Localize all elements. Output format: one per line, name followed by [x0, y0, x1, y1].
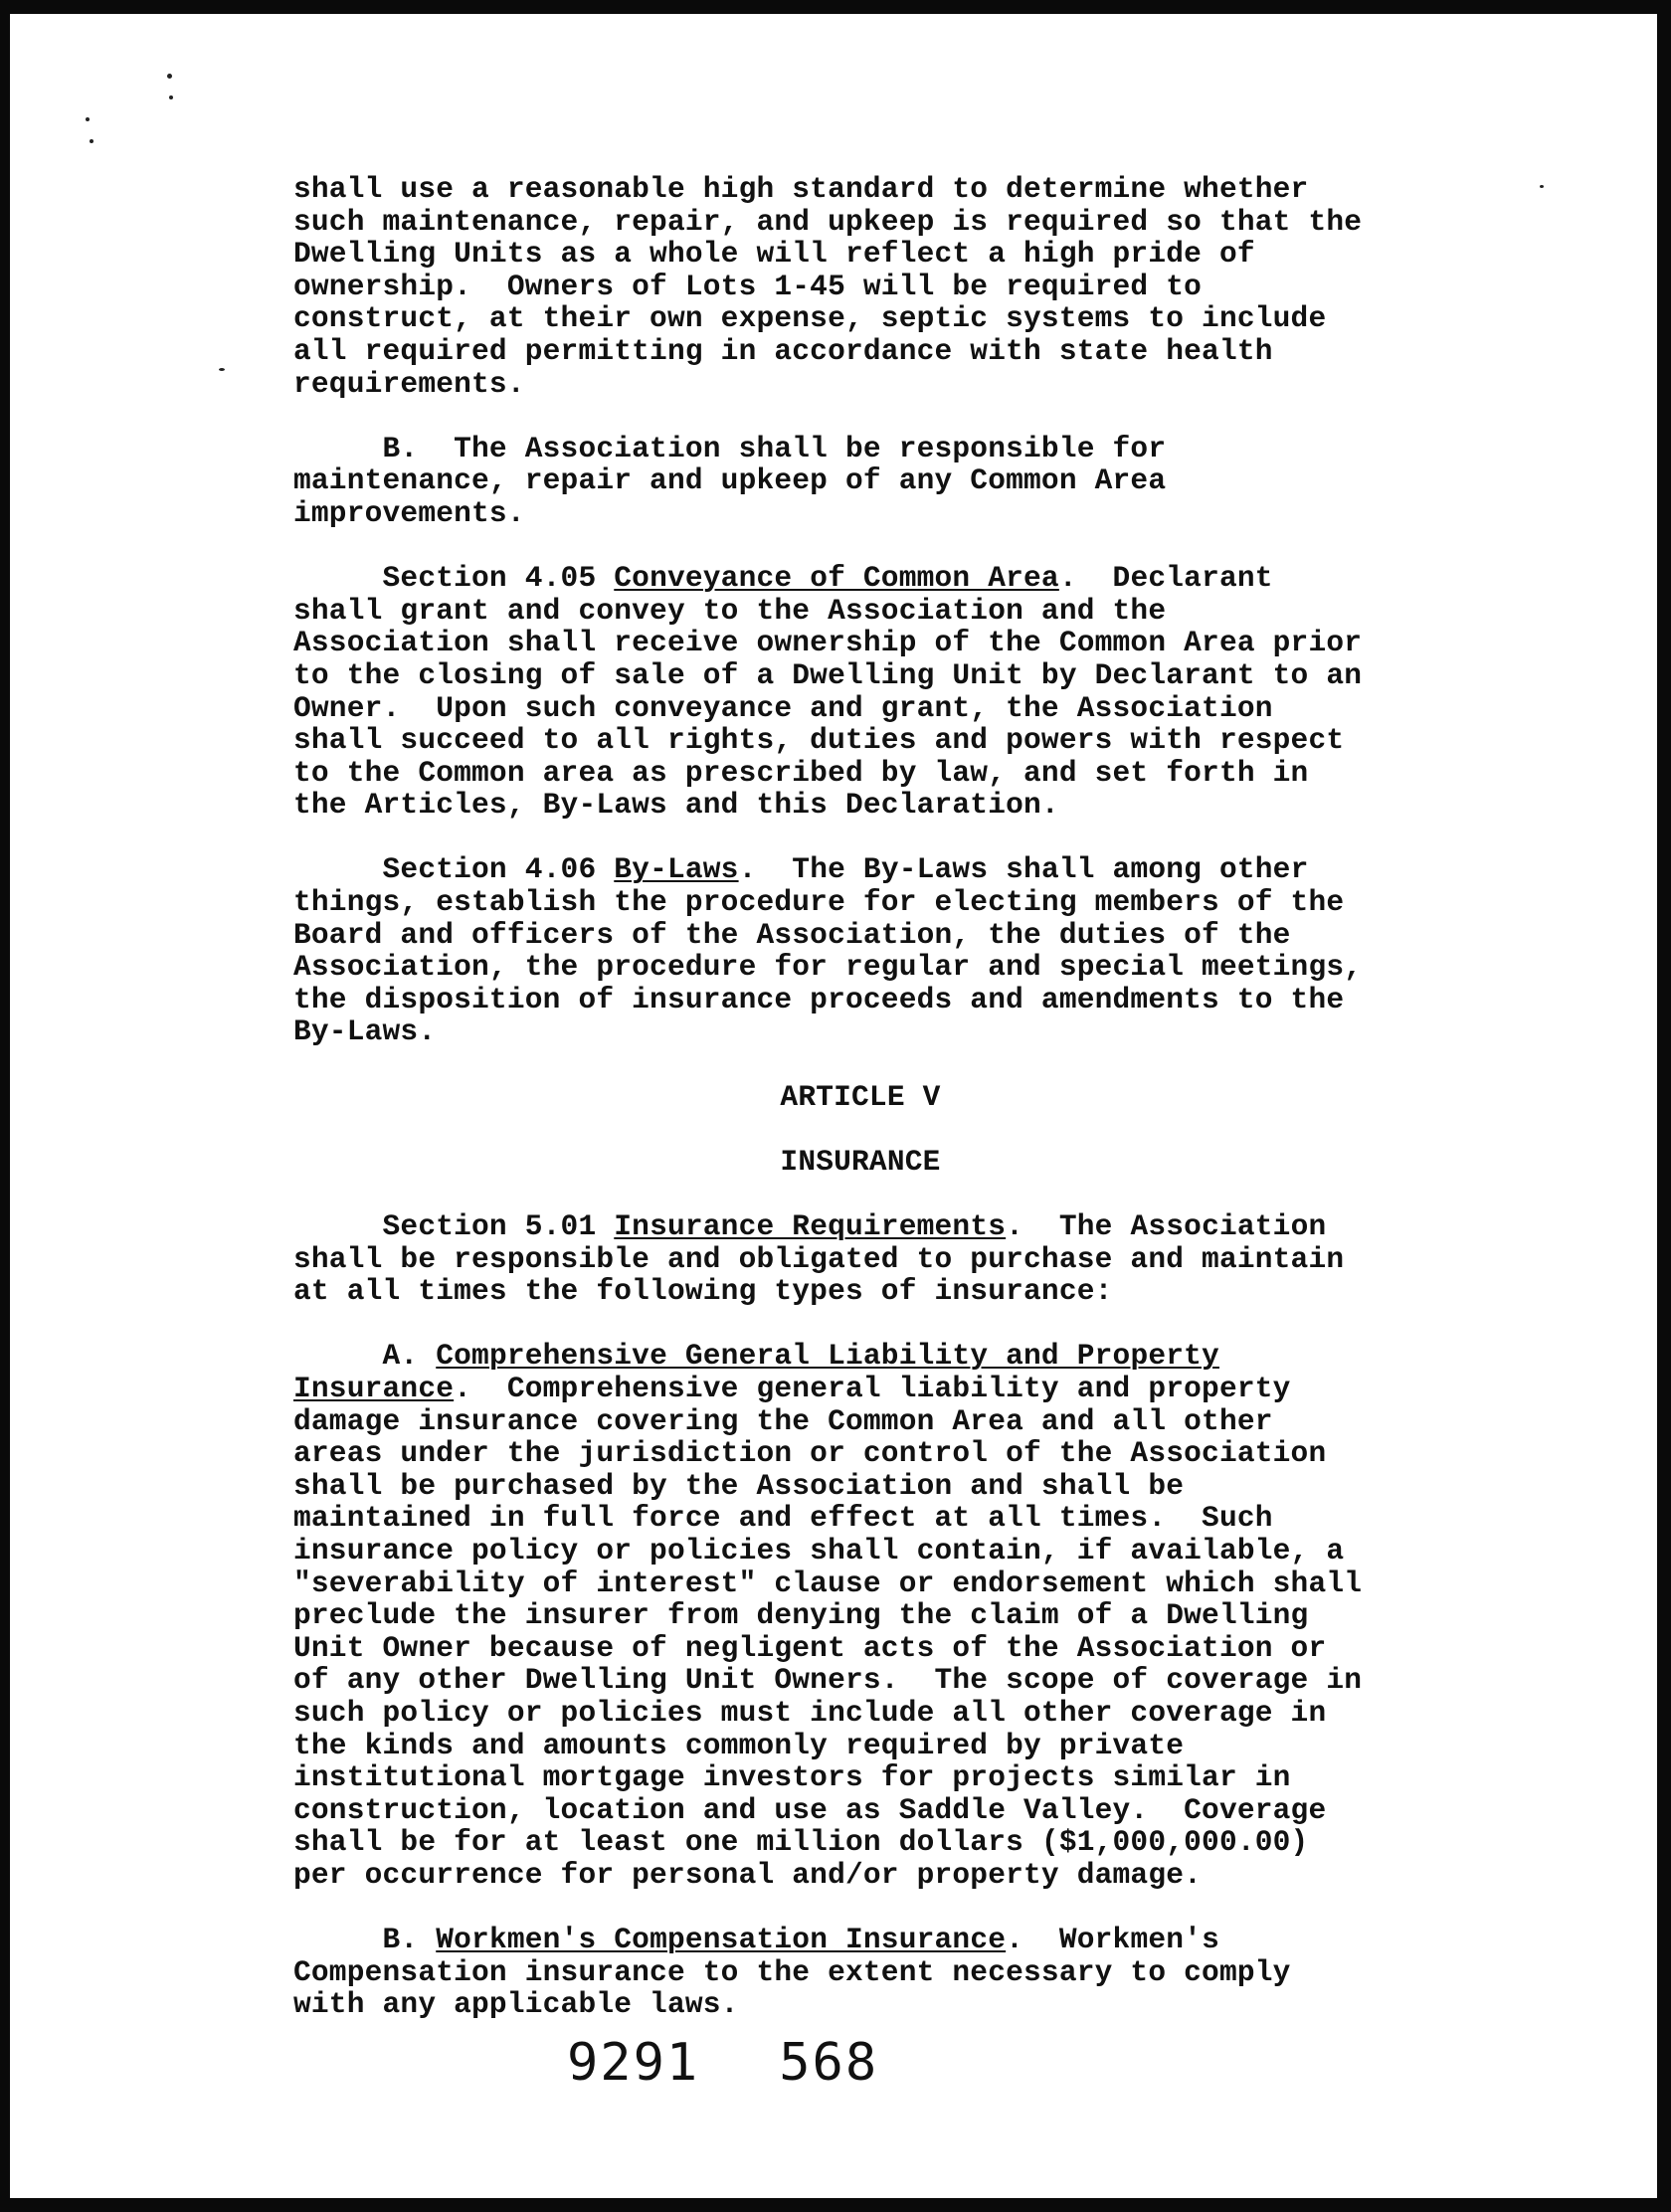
section-body: . Declarant shall grant and convey to the Association and the Association shall receive ownership of the Common Area prior to the closing of sale of a Dwelling Unit by Declarant to an Owner. Upon such conveyance and grant, the Association shall succeed to all rights, duties and powers with respect to the Common area as prescribed by law, and set forth in the Articles, By-Laws and this Declaration. — [293, 561, 1363, 823]
article-heading: ARTICLE V — [780, 1079, 941, 1114]
subsection-title: Workmen's Compensation Insurance — [436, 1923, 1007, 1957]
section-title: Insurance Requirements — [614, 1209, 1007, 1243]
section-body: . The Association shall be responsible and obligated to purchase and maintain at all times the following types of insurance: — [293, 1209, 1345, 1309]
scan-speck — [219, 368, 225, 371]
scan-speck — [169, 95, 173, 99]
section-body: . The By-Laws shall among other things, establish the procedure for electing members of the Board and officers of the Association, the duties of the Association, the procedure for regular and special meetings, the disposition of insurance proceeds and amendments to the By-Laws. — [293, 852, 1363, 1049]
document-body — [293, 173, 1547, 2053]
section-5-01 — [293, 1210, 1547, 1308]
subsection-lead: B. — [293, 1923, 437, 1957]
section-4-05 — [293, 562, 1547, 822]
subsection-lead: A. — [293, 1339, 437, 1374]
section-lead: Section 4.06 — [293, 852, 615, 887]
subsection-body: . Workmen's Compensation insurance to the extent necessary to comply with any applicable laws. — [293, 1923, 1291, 2022]
section-4-06 — [293, 853, 1547, 1048]
section-lead: Section 4.05 — [293, 561, 615, 596]
article-title: INSURANCE — [780, 1144, 941, 1179]
section-lead: Section 5.01 — [293, 1209, 615, 1243]
subsection-a-liability-insurance — [293, 1340, 1547, 1891]
paragraph-association-responsibility: B. The Association shall be responsible for maintenance, repair and upkeep of any Common Area improvements. — [293, 431, 1167, 530]
scan-speck — [90, 139, 93, 143]
document-page — [10, 14, 1657, 2198]
scan-speck — [167, 74, 172, 79]
section-title: Conveyance of Common Area — [614, 561, 1059, 596]
book-page-stamp — [567, 2033, 878, 2093]
book-number: 9291 — [567, 2033, 700, 2093]
subsection-title: Comprehensive General Liability and Property Insurance — [293, 1339, 1219, 1405]
subsection-b-workmens-compensation — [293, 1924, 1547, 2021]
subsection-body: . Comprehensive general liability and property damage insurance covering the Common Area and all other areas under the jurisdiction or control of the Association shall be purchased by the Association and shall be maintained in full force and effect at all times. Such insurance policy or policies shall contain, if available, a "severability of interest" clause or endorsement which shall preclude the insurer from denying the claim of a Dwelling Unit Owner because of negligent acts of the Association or of any other Dwelling Unit Owners. The scope of coverage in such policy or policies must include all other coverage in the kinds and amounts commonly required by private institutional mortgage investors for projects similar in construction, location and use as Saddle Valley. Coverage shall be for at least one million dollars ($1,000,000.00) per occurrence for personal and/or property damage. — [293, 1371, 1363, 1892]
paragraph-maintenance-standard: shall use a reasonable high standard to determine whether such maintenance, repair, and upkeep is required so that the Dwelling Units as a whole will reflect a high pride of ownership. Owners of Lots 1-45 will be required to construct, at their own expense, septic systems to include all required permitting in accordance with state health requirements. — [293, 172, 1363, 401]
scan-speck — [86, 117, 90, 121]
section-title: By-Laws — [614, 852, 739, 887]
page-number: 568 — [779, 2033, 879, 2093]
